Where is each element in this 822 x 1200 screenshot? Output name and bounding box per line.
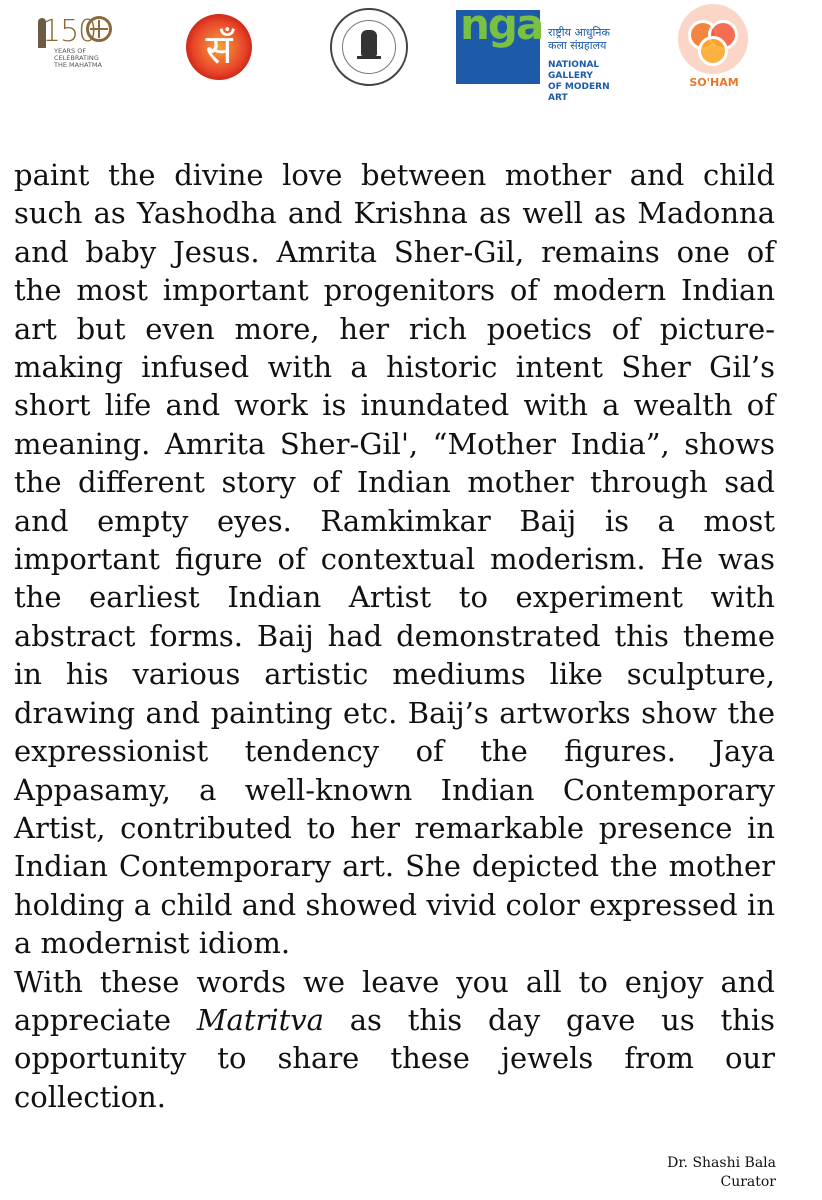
logo-header xyxy=(0,0,822,103)
signature-block xyxy=(667,1154,776,1192)
paragraph-main: paint the divine love between mother and child such as Yashodha and Krishna as well as Madonna and baby Jesus. Amrita Sher-Gil, remains one of the most important progenitors of modern Indian art but even more, her rich poetics of picture-making infused with a historic intent Sher Gil’s short life and work is inundated with a wealth of meaning. Amrita Sher-Gil', “Mother India”, shows the different story of Indian mother through sad and empty eyes. Ramkimkar Baij is a most important figure of contextual moderism. He was the earliest Indian Artist to experiment with abstract forms. Baij had demonstrated this theme in his various artistic mediums like sculpture, drawing and painting etc. Baij’s artworks show the expressionist tendency of the figures. Jaya Appasamy, a well-known Indian Contemporary Artist, contributed to her remarkable presence in Indian Contemporary art. She depicted the mother holding a child and showed vivid color expressed in a modernist idiom. xyxy=(14,158,775,961)
signature-role: Curator xyxy=(720,1174,776,1190)
soham-circle-icon xyxy=(698,36,728,66)
ngma-english-name: NATIONAL GALLERY OF MODERN ART xyxy=(548,60,610,103)
ngma-hindi-name: राष्ट्रीय आधुनिक कला संग्रहालय xyxy=(548,26,610,52)
ngma-logo xyxy=(456,0,626,103)
signature-name: Dr. Shashi Bala xyxy=(667,1155,776,1171)
sun-logo xyxy=(186,14,252,80)
national-emblem-icon xyxy=(361,30,377,56)
paragraph-closing: With these words we leave you all to enjoy and appreciate Matritva as this day gave us this opportunity to share these jewels from our collection. xyxy=(14,964,775,1114)
soham-logo xyxy=(674,4,754,94)
sun-logo-glyph: सँ xyxy=(205,27,233,73)
charkha-wheel-icon xyxy=(86,16,112,42)
soham-logo-label: SO'HAM xyxy=(689,76,739,89)
matritva-title: Matritva xyxy=(196,1002,324,1037)
gandhi-150-number: 150 xyxy=(42,14,97,49)
ngma-logo-mark: nga xyxy=(460,0,543,49)
ministry-of-culture-seal-icon xyxy=(330,8,408,86)
gandhi-150-logo xyxy=(36,14,116,78)
gandhi-150-caption: YEARS OF CELEBRATING THE MAHATMA xyxy=(54,47,102,69)
article-body xyxy=(14,156,775,1116)
